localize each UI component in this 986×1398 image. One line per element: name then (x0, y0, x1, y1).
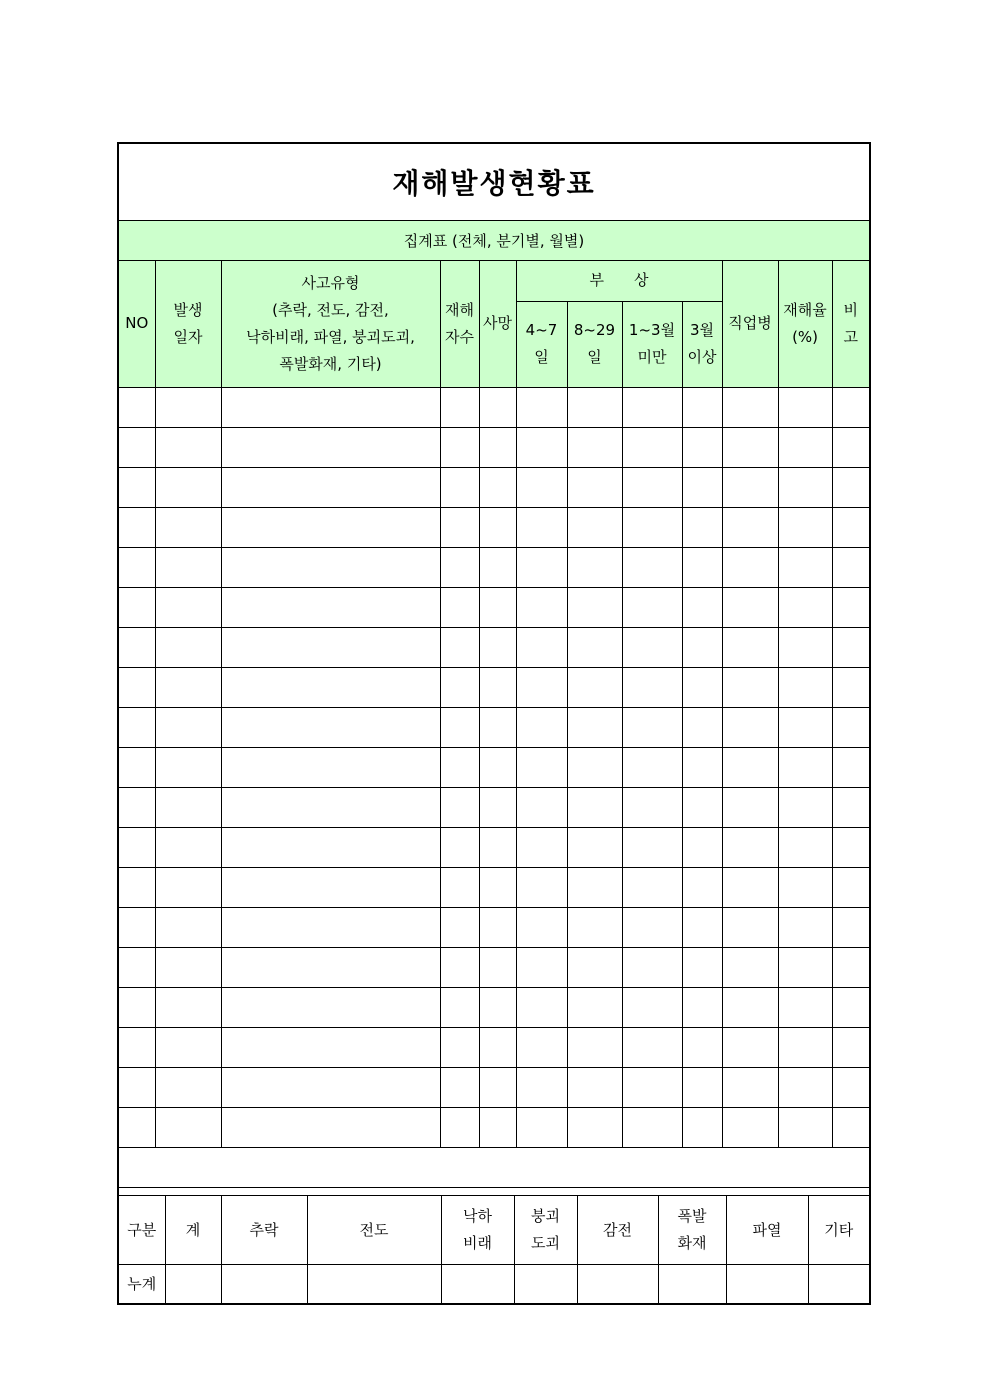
cell-i1[interactable] (516, 707, 567, 747)
cell-occ[interactable] (722, 1107, 778, 1147)
cell-i1[interactable] (516, 627, 567, 667)
table-row (119, 507, 869, 547)
cell-death[interactable] (479, 827, 516, 867)
cell-no[interactable] (119, 1027, 155, 1067)
cell-date[interactable] (155, 547, 221, 587)
table-row (119, 787, 869, 827)
header-occupational: 직업병 (722, 261, 778, 387)
cell-i2[interactable] (567, 787, 622, 827)
header-no: NO (119, 261, 155, 387)
cell-i2[interactable] (567, 1067, 622, 1107)
cell-i4[interactable] (682, 427, 722, 467)
summary-value-cell[interactable] (658, 1265, 726, 1304)
cell-remarks[interactable] (832, 1067, 869, 1107)
cell-rate[interactable] (778, 787, 832, 827)
cell-i2[interactable] (567, 387, 622, 427)
cell-remarks[interactable] (832, 667, 869, 707)
cell-death[interactable] (479, 427, 516, 467)
cell-i3[interactable] (622, 467, 682, 507)
cell-date[interactable] (155, 947, 221, 987)
cell-remarks[interactable] (832, 1027, 869, 1067)
cell-i4[interactable] (682, 827, 722, 867)
cell-i3[interactable] (622, 787, 682, 827)
cell-death[interactable] (479, 787, 516, 827)
header-death: 사망 (479, 261, 516, 387)
cell-type[interactable] (221, 827, 440, 867)
cell-remarks[interactable] (832, 867, 869, 907)
summary-header-cell: 낙하 비래 (441, 1196, 514, 1265)
cell-victims[interactable] (440, 987, 479, 1027)
cell-type[interactable] (221, 1027, 440, 1067)
cell-death[interactable] (479, 987, 516, 1027)
cell-i1[interactable] (516, 1067, 567, 1107)
cell-victims[interactable] (440, 1107, 479, 1147)
header-victims: 재해 자수 (440, 261, 479, 387)
cell-death[interactable] (479, 467, 516, 507)
cell-i4[interactable] (682, 1067, 722, 1107)
cell-victims[interactable] (440, 587, 479, 627)
cell-i3[interactable] (622, 747, 682, 787)
cell-i1[interactable] (516, 747, 567, 787)
cell-type[interactable] (221, 987, 440, 1027)
cell-death[interactable] (479, 947, 516, 987)
spacer-cell (119, 1147, 869, 1187)
summary-value-cell[interactable] (441, 1265, 514, 1304)
cell-rate[interactable] (778, 627, 832, 667)
cell-no[interactable] (119, 467, 155, 507)
cell-i2[interactable] (567, 867, 622, 907)
cell-occ[interactable] (722, 827, 778, 867)
cell-type[interactable] (221, 387, 440, 427)
cell-rate[interactable] (778, 547, 832, 587)
cell-i2[interactable] (567, 1107, 622, 1147)
cell-victims[interactable] (440, 387, 479, 427)
cell-death[interactable] (479, 867, 516, 907)
summary-header-cell: 전도 (307, 1196, 441, 1265)
cell-date[interactable] (155, 627, 221, 667)
cell-i1[interactable] (516, 947, 567, 987)
summary-header-cell: 폭발 화재 (658, 1196, 726, 1265)
cell-victims[interactable] (440, 667, 479, 707)
cell-date[interactable] (155, 467, 221, 507)
cell-death[interactable] (479, 907, 516, 947)
cell-victims[interactable] (440, 547, 479, 587)
cell-i4[interactable] (682, 907, 722, 947)
cell-date[interactable] (155, 867, 221, 907)
cell-i2[interactable] (567, 587, 622, 627)
cell-i3[interactable] (622, 667, 682, 707)
cell-type[interactable] (221, 667, 440, 707)
cell-no[interactable] (119, 987, 155, 1027)
header-injury-3-month-plus: 3월 이상 (682, 301, 722, 387)
cell-type[interactable] (221, 867, 440, 907)
cell-i1[interactable] (516, 467, 567, 507)
cell-rate[interactable] (778, 747, 832, 787)
cell-i4[interactable] (682, 387, 722, 427)
cell-type[interactable] (221, 587, 440, 627)
cell-occ[interactable] (722, 707, 778, 747)
cell-date[interactable] (155, 427, 221, 467)
cell-i3[interactable] (622, 507, 682, 547)
summary-value-cell[interactable] (726, 1265, 808, 1304)
header-injury-8-29: 8~29 일 (567, 301, 622, 387)
cell-no[interactable] (119, 387, 155, 427)
cell-remarks[interactable] (832, 987, 869, 1027)
cell-i1[interactable] (516, 667, 567, 707)
cell-rate[interactable] (778, 907, 832, 947)
cell-type[interactable] (221, 507, 440, 547)
cell-rate[interactable] (778, 467, 832, 507)
cell-i1[interactable] (516, 387, 567, 427)
cell-i1[interactable] (516, 547, 567, 587)
cell-occ[interactable] (722, 387, 778, 427)
cell-date[interactable] (155, 707, 221, 747)
cell-i3[interactable] (622, 1067, 682, 1107)
summary-header-cell: 감전 (577, 1196, 658, 1265)
table-row (119, 667, 869, 707)
cell-victims[interactable] (440, 467, 479, 507)
cell-remarks[interactable] (832, 387, 869, 427)
cell-i2[interactable] (567, 547, 622, 587)
cell-occ[interactable] (722, 667, 778, 707)
summary-row-label: 누계 (119, 1265, 165, 1304)
cell-date[interactable] (155, 907, 221, 947)
cell-remarks[interactable] (832, 827, 869, 867)
cell-date[interactable] (155, 747, 221, 787)
cell-i4[interactable] (682, 547, 722, 587)
summary-value-cell[interactable] (307, 1265, 441, 1304)
cell-victims[interactable] (440, 907, 479, 947)
cell-i4[interactable] (682, 947, 722, 987)
table-row (119, 627, 869, 667)
cell-i2[interactable] (567, 1027, 622, 1067)
cell-death[interactable] (479, 1067, 516, 1107)
cell-i4[interactable] (682, 707, 722, 747)
cell-remarks[interactable] (832, 1107, 869, 1147)
cell-victims[interactable] (440, 787, 479, 827)
cell-rate[interactable] (778, 587, 832, 627)
table-row (119, 867, 869, 907)
cell-occ[interactable] (722, 427, 778, 467)
cell-date[interactable] (155, 1107, 221, 1147)
summary-header-cell: 기타 (808, 1196, 869, 1265)
cell-occ[interactable] (722, 907, 778, 947)
summary-total-row (119, 1265, 869, 1304)
cell-death[interactable] (479, 707, 516, 747)
cell-rate[interactable] (778, 427, 832, 467)
cell-remarks[interactable] (832, 907, 869, 947)
cell-i3[interactable] (622, 427, 682, 467)
cell-victims[interactable] (440, 427, 479, 467)
cell-victims[interactable] (440, 747, 479, 787)
cell-i3[interactable] (622, 627, 682, 667)
cell-victims[interactable] (440, 1067, 479, 1107)
cell-date[interactable] (155, 387, 221, 427)
cell-occ[interactable] (722, 547, 778, 587)
cell-i1[interactable] (516, 907, 567, 947)
cell-type[interactable] (221, 547, 440, 587)
summary-header-row (119, 1196, 869, 1265)
cell-death[interactable] (479, 507, 516, 547)
cell-i2[interactable] (567, 507, 622, 547)
summary-value-cell[interactable] (514, 1265, 577, 1304)
cell-type[interactable] (221, 467, 440, 507)
table-row (119, 467, 869, 507)
cell-type[interactable] (221, 427, 440, 467)
cell-i4[interactable] (682, 987, 722, 1027)
cell-remarks[interactable] (832, 747, 869, 787)
cell-i2[interactable] (567, 667, 622, 707)
summary-value-cell[interactable] (577, 1265, 658, 1304)
table-row (119, 1067, 869, 1107)
cell-no[interactable] (119, 627, 155, 667)
table-row (119, 747, 869, 787)
table-row (119, 427, 869, 467)
cell-rate[interactable] (778, 667, 832, 707)
cell-remarks[interactable] (832, 467, 869, 507)
table-row (119, 1107, 869, 1147)
cell-i3[interactable] (622, 947, 682, 987)
cell-victims[interactable] (440, 707, 479, 747)
cell-occ[interactable] (722, 787, 778, 827)
cell-no[interactable] (119, 947, 155, 987)
cell-i2[interactable] (567, 747, 622, 787)
summary-header-cell: 붕괴 도괴 (514, 1196, 577, 1265)
header-accident-type: 사고유형 (추락, 전도, 감전, 낙하비래, 파열, 붕괴도괴, 폭발화재, 기타) (221, 261, 440, 387)
cell-death[interactable] (479, 667, 516, 707)
cell-occ[interactable] (722, 1067, 778, 1107)
summary-header-cell: 구분 (119, 1196, 165, 1265)
cell-i1[interactable] (516, 1027, 567, 1067)
cell-i2[interactable] (567, 987, 622, 1027)
cell-date[interactable] (155, 507, 221, 547)
summary-header-cell: 계 (165, 1196, 221, 1265)
cell-i2[interactable] (567, 827, 622, 867)
header-date: 발생 일자 (155, 261, 221, 387)
cell-i2[interactable] (567, 627, 622, 667)
cell-victims[interactable] (440, 507, 479, 547)
cell-i2[interactable] (567, 467, 622, 507)
cell-type[interactable] (221, 627, 440, 667)
cell-no[interactable] (119, 547, 155, 587)
cell-no[interactable] (119, 827, 155, 867)
cell-i1[interactable] (516, 587, 567, 627)
cell-no[interactable] (119, 1107, 155, 1147)
cell-occ[interactable] (722, 747, 778, 787)
cell-remarks[interactable] (832, 787, 869, 827)
cell-i1[interactable] (516, 987, 567, 1027)
cell-victims[interactable] (440, 1027, 479, 1067)
cell-rate[interactable] (778, 507, 832, 547)
cell-remarks[interactable] (832, 707, 869, 747)
cell-i3[interactable] (622, 1107, 682, 1147)
cell-date[interactable] (155, 787, 221, 827)
cell-victims[interactable] (440, 827, 479, 867)
cell-i4[interactable] (682, 627, 722, 667)
header-row-1 (119, 261, 869, 301)
cell-i1[interactable] (516, 827, 567, 867)
title-bar (119, 144, 869, 221)
cell-i3[interactable] (622, 867, 682, 907)
cell-date[interactable] (155, 1027, 221, 1067)
table-row (119, 587, 869, 627)
cell-i4[interactable] (682, 747, 722, 787)
subtitle: 집계표 (전체, 분기별, 월별) (403, 232, 585, 250)
cell-rate[interactable] (778, 1067, 832, 1107)
summary-header-cell: 파열 (726, 1196, 808, 1265)
cell-occ[interactable] (722, 1027, 778, 1067)
summary-header-cell: 추락 (221, 1196, 307, 1265)
header-rate: 재해율 (%) (778, 261, 832, 387)
cell-type[interactable] (221, 747, 440, 787)
cell-i2[interactable] (567, 427, 622, 467)
accident-table (119, 261, 869, 1188)
table-row (119, 947, 869, 987)
cell-death[interactable] (479, 387, 516, 427)
cell-victims[interactable] (440, 627, 479, 667)
cell-i3[interactable] (622, 1027, 682, 1067)
cell-remarks[interactable] (832, 427, 869, 467)
cell-rate[interactable] (778, 987, 832, 1027)
cell-rate[interactable] (778, 707, 832, 747)
cell-death[interactable] (479, 547, 516, 587)
cell-remarks[interactable] (832, 627, 869, 667)
cell-victims[interactable] (440, 867, 479, 907)
cell-i2[interactable] (567, 907, 622, 947)
cell-i4[interactable] (682, 467, 722, 507)
cell-occ[interactable] (722, 627, 778, 667)
cell-i2[interactable] (567, 707, 622, 747)
cell-victims[interactable] (440, 947, 479, 987)
header-injury-4-7: 4~7 일 (516, 301, 567, 387)
cell-i3[interactable] (622, 387, 682, 427)
subtitle-bar (119, 221, 869, 261)
cell-rate[interactable] (778, 827, 832, 867)
cell-rate[interactable] (778, 867, 832, 907)
cell-rate[interactable] (778, 387, 832, 427)
cell-i3[interactable] (622, 707, 682, 747)
header-remarks: 비 고 (832, 261, 869, 387)
cell-rate[interactable] (778, 1107, 832, 1147)
cell-i3[interactable] (622, 987, 682, 1027)
table-row (119, 987, 869, 1027)
cell-date[interactable] (155, 1067, 221, 1107)
cell-occ[interactable] (722, 987, 778, 1027)
cell-death[interactable] (479, 627, 516, 667)
cell-occ[interactable] (722, 507, 778, 547)
cell-i4[interactable] (682, 867, 722, 907)
table-row (119, 907, 869, 947)
cell-death[interactable] (479, 587, 516, 627)
cell-remarks[interactable] (832, 507, 869, 547)
cell-no[interactable] (119, 787, 155, 827)
cell-type[interactable] (221, 947, 440, 987)
summary-value-cell[interactable] (165, 1265, 221, 1304)
cell-no[interactable] (119, 507, 155, 547)
cell-i4[interactable] (682, 1027, 722, 1067)
spacer-row (119, 1147, 869, 1187)
cell-no[interactable] (119, 747, 155, 787)
cell-i3[interactable] (622, 547, 682, 587)
cell-occ[interactable] (722, 947, 778, 987)
cell-i4[interactable] (682, 587, 722, 627)
table-row (119, 1027, 869, 1067)
cell-rate[interactable] (778, 947, 832, 987)
cell-death[interactable] (479, 1107, 516, 1147)
summary-value-cell[interactable] (221, 1265, 307, 1304)
cell-remarks[interactable] (832, 547, 869, 587)
cell-rate[interactable] (778, 1027, 832, 1067)
header-injury-1-3-month: 1~3월 미만 (622, 301, 682, 387)
table-row (119, 387, 869, 427)
cell-i1[interactable] (516, 427, 567, 467)
header-injury: 부 상 (516, 261, 722, 301)
cell-type[interactable] (221, 787, 440, 827)
cell-date[interactable] (155, 587, 221, 627)
cell-i3[interactable] (622, 587, 682, 627)
cell-death[interactable] (479, 1027, 516, 1067)
data-rows (119, 387, 869, 1147)
cell-remarks[interactable] (832, 947, 869, 987)
cell-no[interactable] (119, 707, 155, 747)
cell-no[interactable] (119, 907, 155, 947)
page-title: 재해발생현황표 (392, 167, 596, 200)
summary-value-cell[interactable] (808, 1265, 869, 1304)
table-row (119, 547, 869, 587)
cell-death[interactable] (479, 747, 516, 787)
cell-remarks[interactable] (832, 587, 869, 627)
cell-i2[interactable] (567, 947, 622, 987)
cell-occ[interactable] (722, 867, 778, 907)
cell-i4[interactable] (682, 667, 722, 707)
cell-i4[interactable] (682, 507, 722, 547)
cell-i4[interactable] (682, 1107, 722, 1147)
cell-occ[interactable] (722, 587, 778, 627)
cell-date[interactable] (155, 987, 221, 1027)
cell-i1[interactable] (516, 1107, 567, 1147)
cell-i1[interactable] (516, 867, 567, 907)
cell-date[interactable] (155, 667, 221, 707)
summary-table (119, 1195, 869, 1303)
cell-i1[interactable] (516, 507, 567, 547)
cell-i1[interactable] (516, 787, 567, 827)
table-row (119, 707, 869, 747)
table-row (119, 827, 869, 867)
cell-occ[interactable] (722, 467, 778, 507)
cell-i4[interactable] (682, 787, 722, 827)
cell-i3[interactable] (622, 827, 682, 867)
cell-no[interactable] (119, 1067, 155, 1107)
cell-no[interactable] (119, 427, 155, 467)
cell-type[interactable] (221, 707, 440, 747)
cell-type[interactable] (221, 907, 440, 947)
cell-no[interactable] (119, 587, 155, 627)
report-sheet (117, 142, 871, 1305)
cell-date[interactable] (155, 827, 221, 867)
cell-no[interactable] (119, 867, 155, 907)
cell-type[interactable] (221, 1067, 440, 1107)
cell-i3[interactable] (622, 907, 682, 947)
cell-no[interactable] (119, 667, 155, 707)
cell-type[interactable] (221, 1107, 440, 1147)
